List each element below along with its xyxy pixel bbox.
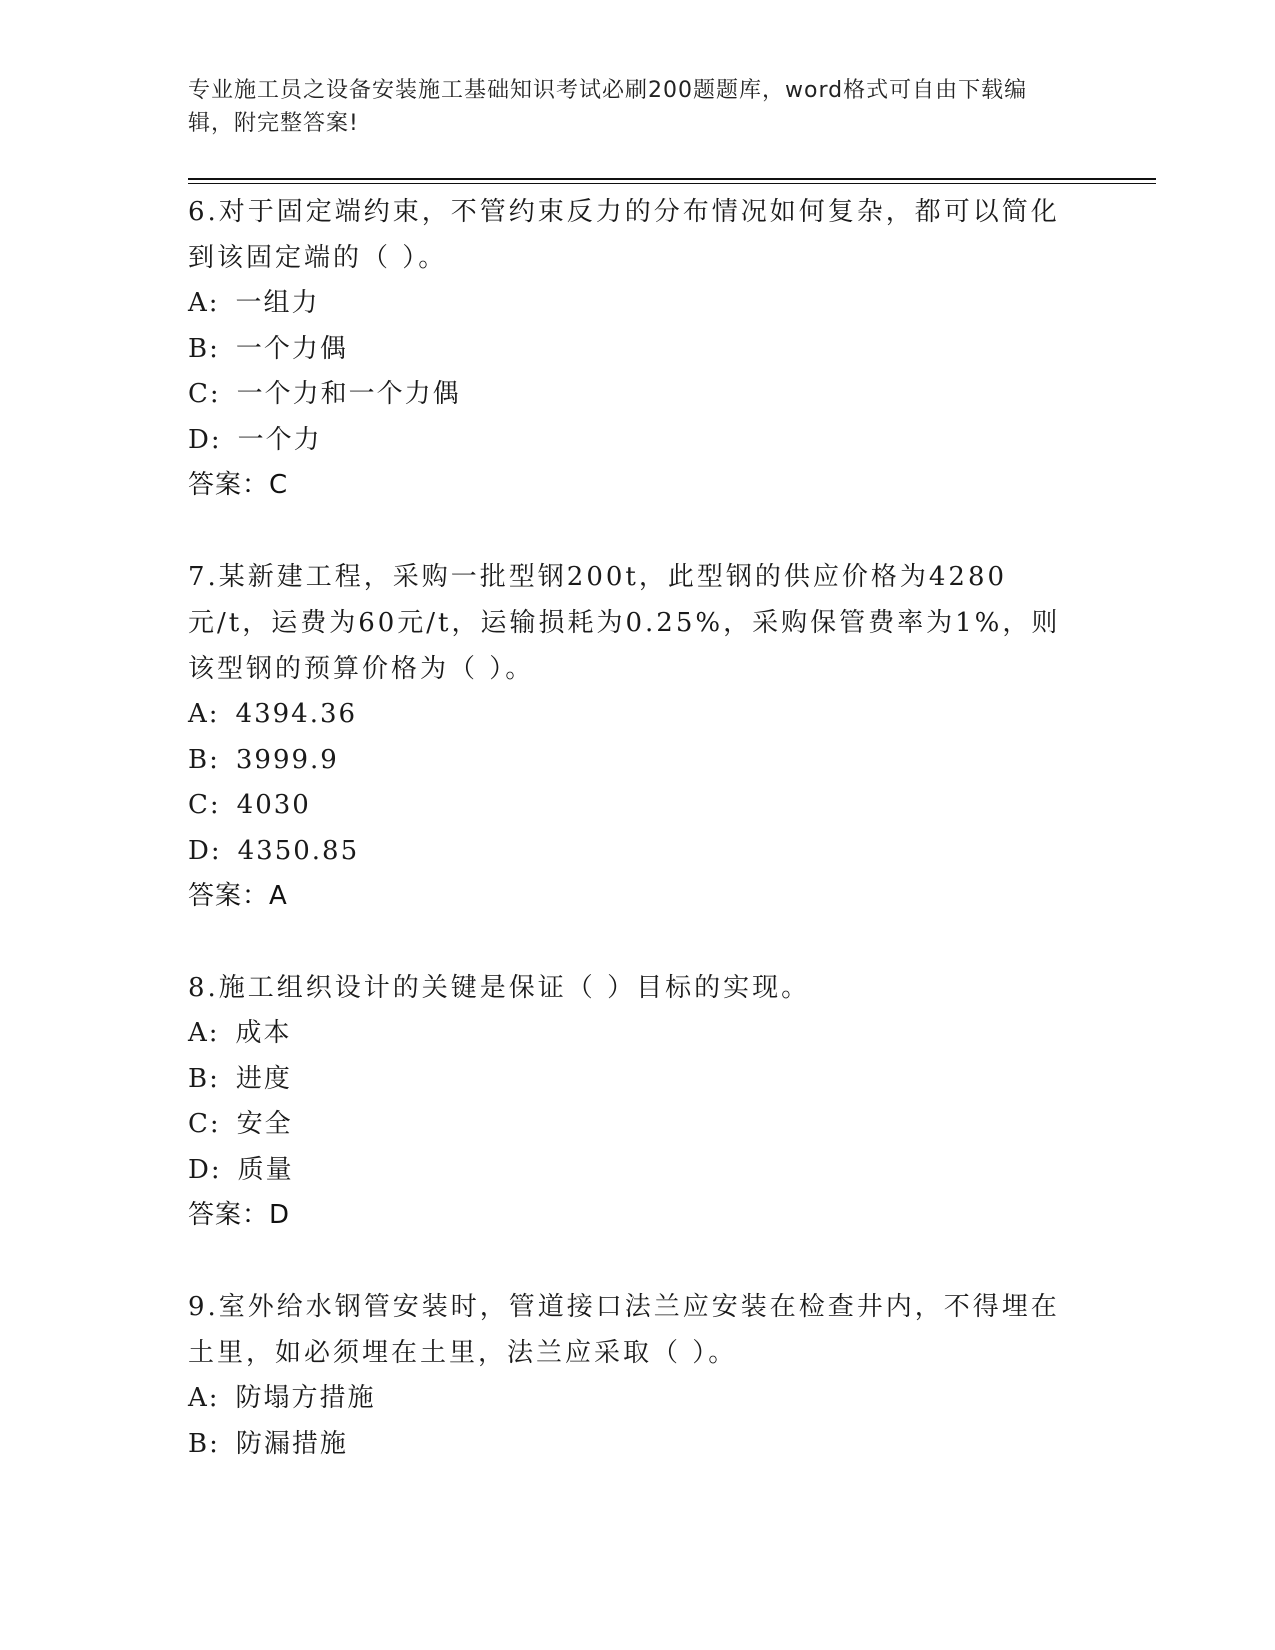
option-key: B: — [188, 1428, 220, 1459]
question-8 — [188, 965, 1068, 1238]
answer-label: 答案： — [188, 881, 270, 911]
option-key: B: — [188, 744, 220, 775]
question-stem: 8.施工组织设计的关键是保证（ ）目标的实现。 — [188, 973, 811, 1003]
option-key: A: — [188, 288, 220, 318]
option-key: A: — [188, 699, 220, 729]
option-text: 4350.85 — [237, 835, 360, 866]
option-c — [188, 372, 1068, 418]
option-text: 4030 — [236, 790, 311, 820]
answer-label: 答案： — [188, 1200, 270, 1230]
option-text: 一个力 — [237, 424, 322, 455]
option-key: A: — [188, 1018, 220, 1048]
option-key: D: — [188, 835, 222, 866]
option-text: 防塌方措施 — [235, 1383, 376, 1413]
answer-label: 答案： — [188, 470, 270, 500]
question-6 — [188, 189, 1068, 508]
option-c — [188, 1102, 1068, 1148]
option-text: 进度 — [235, 1063, 292, 1094]
option-b — [188, 327, 1068, 373]
option-c — [188, 783, 1068, 829]
option-b — [188, 1422, 1068, 1468]
answer-value: A — [269, 881, 288, 911]
header-rule-thin — [188, 183, 1156, 184]
option-text: 成本 — [235, 1018, 292, 1048]
question-list — [188, 189, 1068, 1513]
header-rule-thick — [188, 178, 1156, 180]
answer-line — [188, 463, 1068, 508]
option-text: 一组力 — [235, 288, 320, 318]
option-key: B: — [188, 1063, 220, 1094]
answer-value: D — [269, 1200, 291, 1230]
option-key: C: — [188, 1109, 221, 1139]
option-key: D: — [188, 424, 222, 455]
question-stem: 6.对于固定端约束，不管约束反力的分布情况如何复杂，都可以简化到该固定端的（ ）。 — [188, 197, 1060, 273]
option-text: 一个力和一个力偶 — [236, 379, 461, 409]
option-key: D: — [188, 1154, 222, 1185]
option-a — [188, 692, 1068, 738]
question-7 — [188, 554, 1068, 919]
option-text: 安全 — [236, 1109, 293, 1139]
option-key: C: — [188, 790, 221, 820]
option-text: 防漏措施 — [235, 1428, 348, 1459]
option-d — [188, 829, 1068, 875]
option-key: B: — [188, 333, 220, 364]
option-text: 4394.36 — [235, 699, 358, 729]
option-text: 一个力偶 — [235, 333, 348, 364]
answer-line — [188, 1193, 1068, 1238]
answer-line — [188, 874, 1068, 919]
option-key: A: — [188, 1383, 220, 1413]
option-b — [188, 738, 1068, 784]
answer-value: C — [269, 470, 289, 500]
option-a — [188, 1376, 1068, 1422]
option-a — [188, 1011, 1068, 1057]
option-d — [188, 1148, 1068, 1194]
option-b — [188, 1057, 1068, 1103]
option-key: C: — [188, 379, 221, 409]
option-text: 质量 — [237, 1154, 294, 1185]
document-header: 专业施工员之设备安装施工基础知识考试必刷200题题库，word格式可自由下载编辑，附完整答案! — [188, 78, 1028, 136]
question-9 — [188, 1284, 1068, 1467]
option-a — [188, 281, 1068, 327]
question-stem: 9.室外给水钢管安装时，管道接口法兰应安装在检查井内，不得埋在土里，如必须埋在土里，法兰应采取（ ）。 — [188, 1292, 1060, 1368]
option-d — [188, 418, 1068, 464]
option-text: 3999.9 — [235, 744, 339, 775]
question-stem: 7.某新建工程，采购一批型钢200t，此型钢的供应价格为4280元/t，运费为60元/t，运输损耗为0.25%，采购保管费率为1%，则该型钢的预算价格为（ ）。 — [188, 562, 1061, 684]
